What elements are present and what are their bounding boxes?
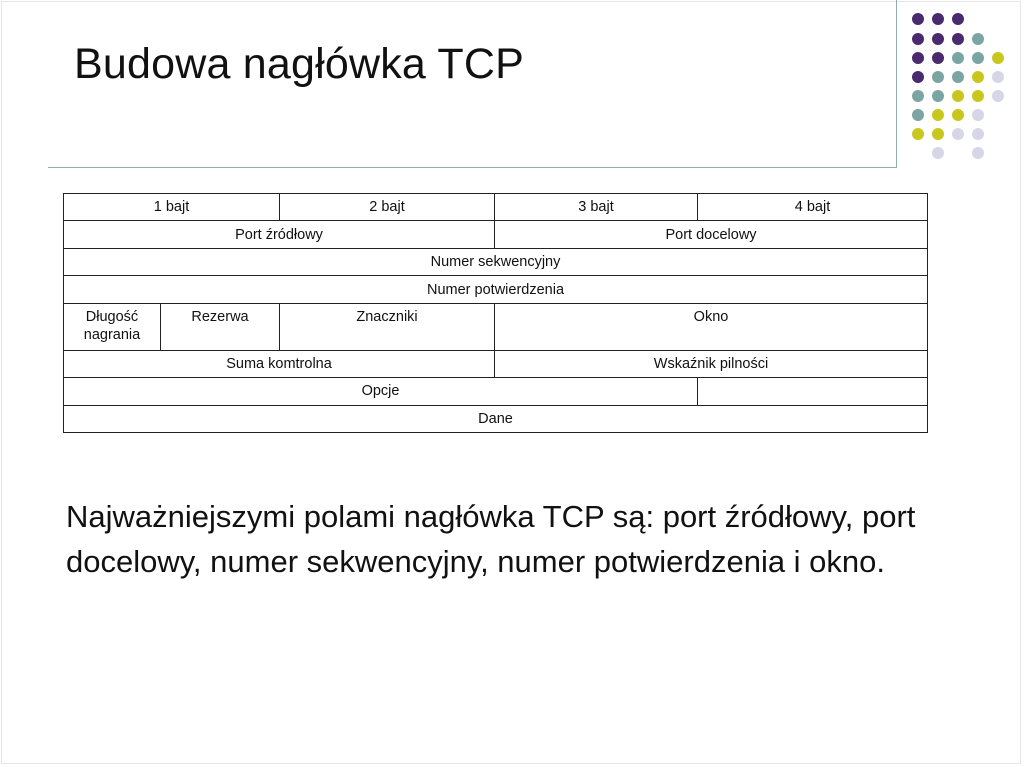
table-row <box>64 405 928 433</box>
window-cell: Okno <box>495 303 928 350</box>
tcp-header-table <box>63 193 928 433</box>
table-row <box>64 248 928 275</box>
urgent-pointer-cell: Wskaźnik pilności <box>495 350 928 377</box>
table-row <box>64 276 928 303</box>
table-row <box>64 221 928 248</box>
flags-cell: Znaczniki <box>280 303 495 350</box>
vertical-divider <box>896 0 897 168</box>
reserved-cell: Rezerwa <box>161 303 280 350</box>
title-divider <box>48 167 897 168</box>
byte-1-cell: 1 bajt <box>64 194 280 221</box>
byte-2-cell: 2 bajt <box>280 194 495 221</box>
table-row <box>64 194 928 221</box>
ack-number-cell: Numer potwierdzenia <box>64 276 928 303</box>
slide-title: Budowa nagłówka TCP <box>74 40 524 88</box>
header-length-cell: Długość nagrania <box>64 303 161 350</box>
table-row <box>64 303 928 350</box>
checksum-cell: Suma komtrolna <box>64 350 495 377</box>
sequence-number-cell: Numer sekwencyjny <box>64 248 928 275</box>
data-cell: Dane <box>64 405 928 433</box>
source-port-cell: Port źródłowy <box>64 221 495 248</box>
options-cell: Opcje <box>64 378 698 405</box>
slide-body-text: Najważniejszymi polami nagłówka TCP są: port źródłowy, port docelowy, numer sekwencyjny, numer potwierdzenia i okno. <box>66 499 916 579</box>
byte-3-cell: 3 bajt <box>495 194 698 221</box>
table-row <box>64 378 928 405</box>
destination-port-cell: Port docelowy <box>495 221 928 248</box>
table-row <box>64 350 928 377</box>
options-padding-cell <box>698 378 928 405</box>
byte-4-cell: 4 bajt <box>698 194 928 221</box>
